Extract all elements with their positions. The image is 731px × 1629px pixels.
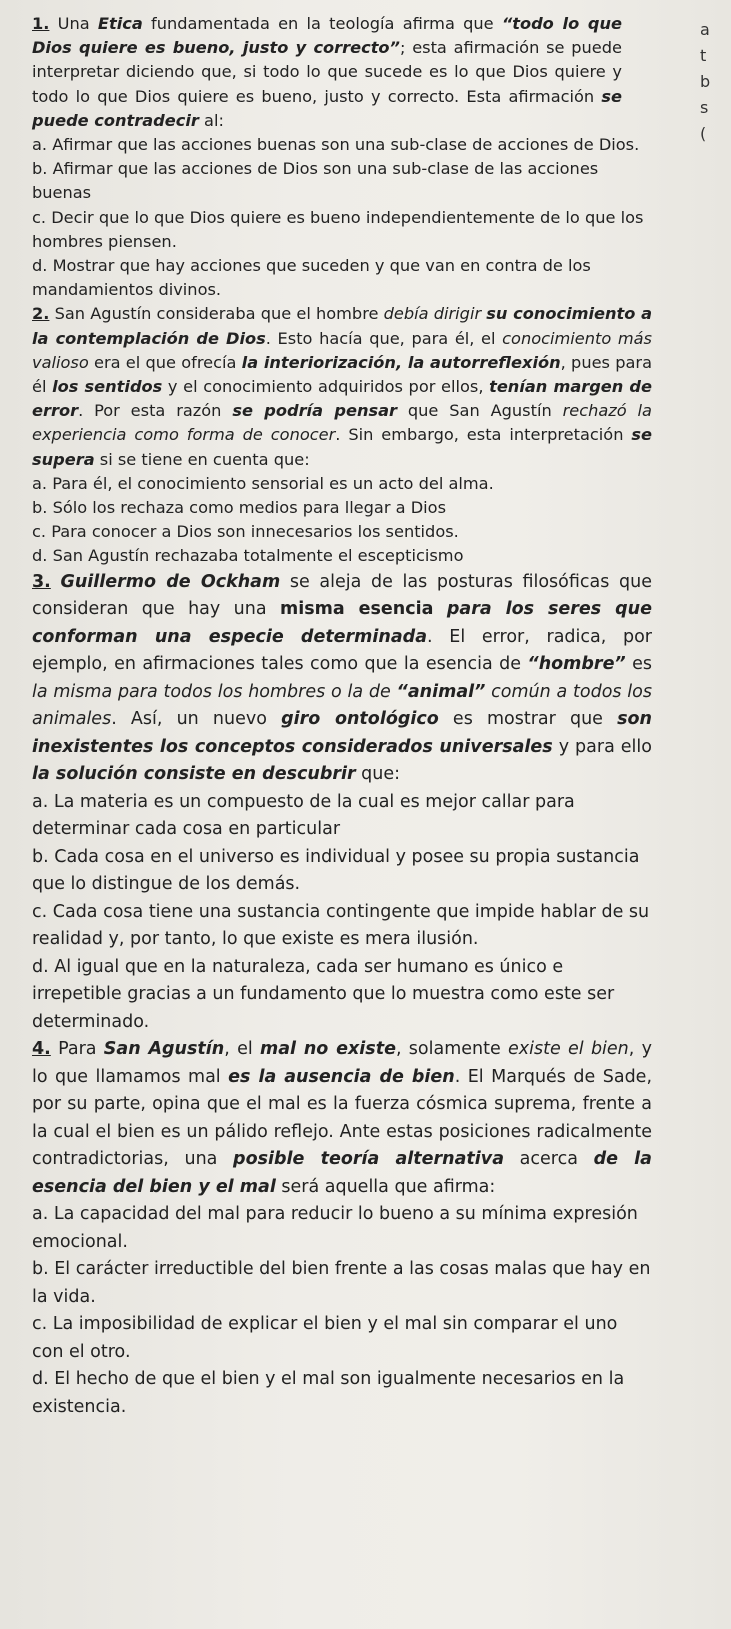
question-1-stem: 1. Una Etica fundamentada en la teología afirma que “todo lo que Dios quiere es bueno, justo y correcto”; esta afirmación se puede interpretar diciendo que, si todo lo que sucede es lo que Dios quiere y todo lo que Dios quiere es bueno, justo y correcto. Esta afirmación se puede contradecir al:: [32, 14, 622, 130]
margin-letter: a: [700, 20, 710, 39]
margin-letter: s: [700, 98, 709, 117]
question-3-stem: 3. Guillermo de Ockham se aleja de las posturas filosóficas que consideran que hay una misma esencia para los seres que conforman una especie determinada. El error, radica, por ejemplo, en afirmaciones tales como que la esencia de “hombre” es la misma para todos los hombres o la de “animal” común a todos los animales. Así, un nuevo giro ontológico es mostrar que son inexistentes los conceptos considerados universales y para ello la solución consiste en descubrir que:: [32, 571, 652, 785]
question-4-stem: 4. Para San Agustín, el mal no existe, solamente existe el bien, y lo que llamamos mal es la ausencia de bien. El Marqués de Sade, por su parte, opina que el mal es la fuerza cósmica suprema, frente a la cual el bien es un pálido reflejo. Ante estas posiciones radicalmente contradictorias, una posible teoría alternativa acerca de la esencia del bien y el mal será aquella que afirma:: [32, 1039, 653, 1197]
question-2-option-d[interactable]: d. San Agustín rechazaba totalmente el escepticismo: [32, 546, 464, 566]
question-1-option-b[interactable]: b. Afirmar que las acciones de Dios son una sub-clase de las acciones buenas: [32, 159, 599, 203]
question-2-option-a[interactable]: a. Para él, el conocimiento sensorial es un acto del alma.: [32, 473, 494, 493]
question-4-option-c[interactable]: c. La imposibilidad de explicar el bien y el mal sin comparar el uno con el otro.: [32, 1314, 618, 1362]
margin-letter: t: [700, 46, 707, 65]
question-1-option-a[interactable]: a. Afirmar que las acciones buenas son una sub-clase de acciones de Dios.: [32, 135, 640, 155]
question-number: 4.: [32, 1039, 51, 1060]
question-3-option-a[interactable]: a. La materia es un compuesto de la cual es mejor callar para determinar cada cosa en particular: [32, 791, 575, 840]
question-number: 1.: [32, 14, 50, 33]
question-2-option-b[interactable]: b. Sólo los rechaza como medios para llegar a Dios: [32, 498, 447, 518]
question-1-option-c[interactable]: c. Decir que lo que Dios quiere es bueno independientemente de lo que los hombres piensen.: [32, 207, 644, 251]
cut-off-margin-text: [700, 0, 731, 143]
questions-column: [32, 12, 652, 1421]
question-number: 3.: [32, 571, 51, 592]
question-4-option-d[interactable]: d. El hecho de que el bien y el mal son igualmente necesarios en la existencia.: [32, 1369, 625, 1417]
question-4-option-b[interactable]: b. El carácter irreductible del bien frente a las cosas malas que hay en la vida.: [32, 1259, 651, 1307]
margin-letter: (: [700, 124, 707, 143]
margin-letter: b: [700, 72, 711, 91]
question-4-option-a[interactable]: a. La capacidad del mal para reducir lo bueno a su mínima expresión emocional.: [32, 1204, 638, 1252]
question-3-option-b[interactable]: b. Cada cosa en el universo es individual y posee su propia sustancia que lo distingue de los demás.: [32, 846, 640, 895]
question-2-stem: 2. San Agustín consideraba que el hombre debía dirigir su conocimiento a la contemplación de Dios. Esto hacía que, para él, el conocimiento más valioso era el que ofrecía la interiorización, la autorreflexión, pues para él los sentidos y el conocimiento adquiridos por ellos, tenían margen de error. Por esta razón se podría pensar que San Agustín rechazó la experiencia como forma de conocer. Sin embargo, esta interpretación se supera si se tiene en cuenta que:: [32, 304, 652, 469]
question-1-option-d[interactable]: d. Mostrar que hay acciones que suceden y que van en contra de los mandamientos divinos.: [32, 256, 591, 300]
question-3-option-c[interactable]: c. Cada cosa tiene una sustancia contingente que impide hablar de su realidad y, por tanto, lo que existe es mera ilusión.: [32, 901, 650, 950]
question-3-option-d[interactable]: d. Al igual que en la naturaleza, cada ser humano es único e irrepetible gracias a un fundamento que lo muestra como este ser determinado.: [32, 956, 615, 1032]
question-2-option-c[interactable]: c. Para conocer a Dios son innecesarios los sentidos.: [32, 522, 459, 542]
question-number: 2.: [32, 304, 50, 324]
